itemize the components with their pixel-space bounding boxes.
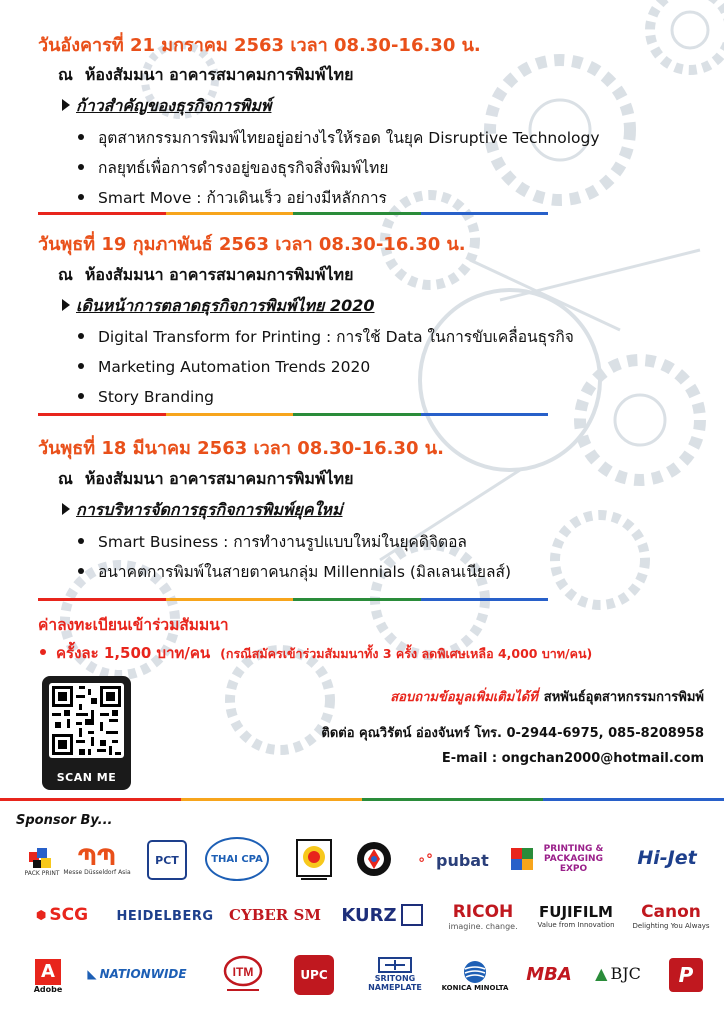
sponsor-logo-sritong [355,950,435,998]
sponsor-logo-kurz [337,900,427,930]
bullet-icon [78,363,84,369]
fee-line [40,641,592,665]
venue-text: ห้องสัมมนา อาคารสมาคมการพิมพ์ไทย [84,65,354,84]
contact-person: ติดต่อ คุณวิรัตน์ อ่องจันทร์ โทร. 0-2944-6975, 085-8208958 [321,726,704,741]
triangle-right-icon [62,503,70,515]
logo-text: BJC [610,963,641,983]
logo-tagline: imagine. change. [448,921,518,931]
adobe-a-icon: A [35,959,61,985]
venue-prefix: ณ [58,469,73,488]
session-1-date: วันอังคารที่ 21 มกราคม 2563 เวลา 08.30-16.30 น. [38,35,481,56]
session-3-venue [58,467,353,492]
venue-text: ห้องสัมมนา อาคารสมาคมการพิมพ์ไทย [84,265,354,284]
sponsor-logo-messe [63,843,131,881]
list-item [78,325,574,355]
session-3-bullets [78,530,511,590]
sponsor-logo-nationwide [82,962,192,986]
logo-tagline: Value from Innovation [537,921,615,929]
topic-text: เดินหน้าการตลาดธุรกิจการพิมพ์ไทย 2020 [76,296,375,315]
session-1-venue [58,63,353,88]
bullet-text: กลยุทธ์เพื่อการดำรงอยู่ของธุรกิจสิ่งพิมพ์ไทย [98,159,389,177]
logo-text: PACK PRINT [24,869,60,877]
bullet-text: Story Branding [98,388,215,406]
triangle-right-icon [62,99,70,111]
bullet-text: Digital Transform for Printing : การใช้ Data ในการขับเคลื่อนธุรกิจ [98,328,574,346]
section-divider [38,598,548,601]
logo-text: P [669,958,703,992]
bullet-text: Smart Business : การทำงานรูปแบบใหม่ในยุคดิจิตอล [98,533,467,551]
session-2-topic [62,294,375,319]
svg-text:ITM: ITM [232,965,254,979]
logo-text: FUJIFILM [539,903,613,921]
bullet-icon [78,333,84,339]
fee-title: ค่าลงทะเบียนเข้าร่วมสัมมนา [38,616,229,634]
session-1-bullets [78,126,600,216]
scg-mark-icon: ⬢ [35,908,47,922]
bullet-text: Marketing Automation Trends 2020 [98,358,371,376]
sponsor-logo-upc [290,952,338,998]
list-item [78,530,511,560]
qr-label: SCAN ME [56,771,117,784]
kurz-box-icon [401,904,423,926]
logo-text: pubat [436,850,489,870]
topic-text: ก้าวสำคัญของธุรกิจการพิมพ์ [76,96,272,115]
sponsor-logo-thai-cpa [205,836,269,882]
logo-text: PRINTING & PACKAGING EXPO [543,844,604,874]
list-item [78,156,600,186]
bjc-tree-icon: ▲ [595,963,608,983]
list-item [78,355,574,385]
contact-lead-line [390,686,704,707]
circle-emblem-icon [355,840,393,878]
logo-tagline: Delighting You Always [632,922,710,930]
session-1-topic [62,94,271,119]
sponsor-logo-circle-emblem [353,838,395,880]
bullet-icon [78,538,84,544]
sponsor-logo-mba: MBA [526,963,572,985]
qr-code[interactable] [42,676,131,790]
list-item [78,560,511,590]
nationwide-arrow-icon: ◣ [87,967,97,981]
messe-mark-icon: ՊՊ [77,845,117,871]
venue-prefix: ณ [58,65,73,84]
sponsor-logo-adobe [30,955,66,997]
sponsor-logo-heidelberg: HEIDELBERG [116,908,214,924]
section-divider [38,413,548,416]
logo-text: Messe Düsseldorf Asia [63,868,131,876]
sponsor-logo-canon [634,898,708,934]
topic-text: การบริหารจัดการธุรกิจการพิมพ์ยุคใหม่ [76,500,343,519]
bullet-icon [78,134,84,140]
sponsor-logo-printing-expo [510,842,612,876]
sponsor-logo-ricoh [446,898,520,934]
fee-note: (กรณีสมัครเข้าร่วมสัมมนาทั้ง 3 ครั้ง ลดพิเศษเหลือ 4,000 บาท/คน) [220,646,593,661]
logo-text: NATIONWIDE [99,967,187,981]
contact-lead: สอบถามข้อมูลเพิ่มเติมได้ที่ [390,690,538,705]
logo-text: Adobe [33,984,63,994]
bullet-text: Smart Move : ก้าวเดินเร็ว อย่างมีหลักการ [98,189,387,207]
session-3-date: วันพุธที่ 18 มีนาคม 2563 เวลา 08.30-16.30 น. [38,438,444,459]
association-emblem-icon [295,838,333,882]
list-item [78,126,600,156]
sponsor-logo-ttm [218,952,268,996]
bullet-icon [78,164,84,170]
expo-cube-icon [511,848,533,870]
session-2-venue [58,263,353,288]
sponsor-logo-scg [28,902,96,928]
qr-pattern [49,683,124,758]
bullet-icon [78,568,84,574]
contact-email[interactable]: E-mail : ongchan2000@hotmail.com [441,751,704,766]
logo-text: KURZ [341,904,397,926]
venue-prefix: ณ [58,265,73,284]
sponsor-logo-konica [440,955,510,997]
sritong-emblem-icon [377,956,413,974]
logo-text: Canon [641,902,701,922]
contact-org: สหพันธ์อุตสาหกรรมการพิมพ์ [543,690,704,705]
sponsor-logo-pct [145,838,189,882]
session-2-bullets [78,325,574,415]
ttm-emblem-icon [221,953,265,995]
bullet-icon [78,194,84,200]
sponsor-logo-cybersm: CYBER SM [229,906,321,924]
sponsor-logo-printing-association [294,836,334,884]
sponsor-logo-bjc [588,958,648,988]
bullet-icon [40,649,46,655]
sponsor-logo-packprint [18,843,66,881]
pubat-dots-icon: ∘° [417,852,433,868]
logo-text: UPC [294,955,334,995]
logo-text: KONICA MINOLTA [441,984,509,992]
session-3-topic [62,498,342,523]
session-2-date: วันพุธที่ 19 กุมภาพันธ์ 2563 เวลา 08.30-16.30 น. [38,234,466,255]
bullet-text: อนาคตการพิมพ์ในสายตาคนกลุ่ม Millennials (มิลเลนเนียลส์) [98,563,512,581]
fee-price: ครั้งละ 1,500 บาท/คน [56,644,211,662]
konica-globe-icon [463,960,487,984]
qr-code-icon [49,683,124,758]
logo-text: THAI CPA [205,837,269,881]
section-divider [38,212,548,215]
bullet-icon [78,393,84,399]
packprint-logo-icon [29,848,55,870]
sponsor-logo-pacific [666,955,706,995]
sponsor-logo-pubat [413,846,493,874]
logo-text: SCG [49,905,89,925]
logo-text: RICOH [452,901,514,922]
list-item [78,385,574,415]
triangle-right-icon [62,299,70,311]
sponsor-logo-hijet: Hi-Jet [637,847,697,869]
logo-text: SRITONG NAMEPLATE [368,974,422,992]
venue-text: ห้องสัมมนา อาคารสมาคมการพิมพ์ไทย [84,469,354,488]
sponsor-divider [0,798,724,801]
sponsor-title: Sponsor By... [16,813,113,828]
bullet-text: อุตสาหกรรมการพิมพ์ไทยอยู่อย่างไรให้รอด ในยุค Disruptive Technology [98,129,600,147]
sponsor-logo-fujifilm [536,898,616,934]
logo-text: PCT [147,840,187,880]
